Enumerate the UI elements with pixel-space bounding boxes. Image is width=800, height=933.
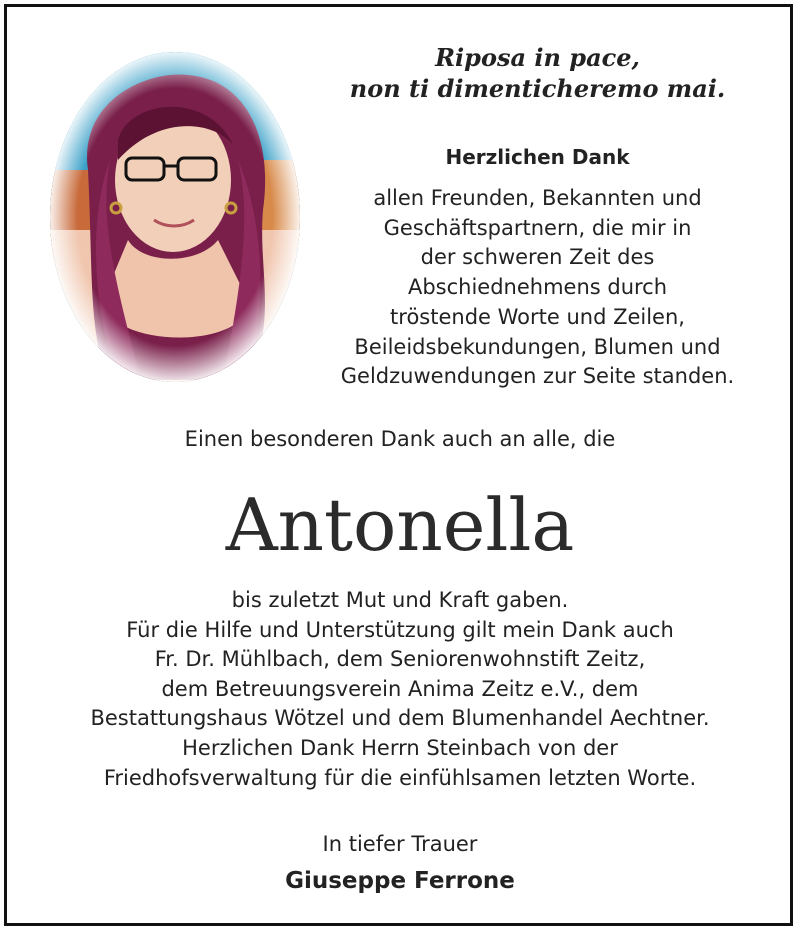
special-thanks: Einen besonderen Dank auch an alle, die <box>184 427 616 451</box>
deceased-name: Antonella <box>225 483 575 567</box>
thanks-line: der schweren Zeit des <box>420 245 655 270</box>
mourning-label: In tiefer Trauer <box>322 832 478 856</box>
thanks-heading: Herzlichen Dank <box>445 145 630 169</box>
thanks-line: Geldzuwendungen zur Seite standen. <box>340 364 735 389</box>
motto <box>330 42 745 104</box>
closing-line: Friedhofsverwaltung für die einfühlsamen letzten Worte. <box>103 765 697 790</box>
closing-line: Fr. Dr. Mühlbach, dem Seniorenwohnstift Zeitz, <box>154 647 646 672</box>
thanks-line: tröstende Worte und Zeilen, <box>390 304 685 329</box>
closing-line: dem Betreuungsverein Anima Zeitz e.V., dem <box>161 676 639 701</box>
thanks-text <box>300 184 775 392</box>
closing-line: bis zuletzt Mut und Kraft gaben. <box>231 588 569 612</box>
closing-text <box>0 586 800 793</box>
closing-line: Herzlichen Dank Herrn Steinbach von der <box>182 735 618 760</box>
closing-line: Für die Hilfe und Unterstützung gilt mein Dank auch <box>126 617 674 642</box>
closing-line: Bestattungshaus Wötzel und dem Blumenhandel Aechtner. <box>90 706 710 731</box>
signer-name: Giuseppe Ferrone <box>285 868 515 894</box>
thanks-line: Beileidsbekundungen, Blumen und <box>354 334 721 359</box>
thanks-line: Abschiednehmens durch <box>407 275 668 300</box>
thanks-line: allen Freunden, Bekannten und <box>373 186 702 210</box>
motto-line: non ti dimenticheremo mai. <box>349 74 726 103</box>
portrait-photo <box>48 50 302 384</box>
thanks-line: Geschäftspartnern, die mir in <box>383 215 692 240</box>
motto-line: Riposa in pace, <box>435 43 640 72</box>
